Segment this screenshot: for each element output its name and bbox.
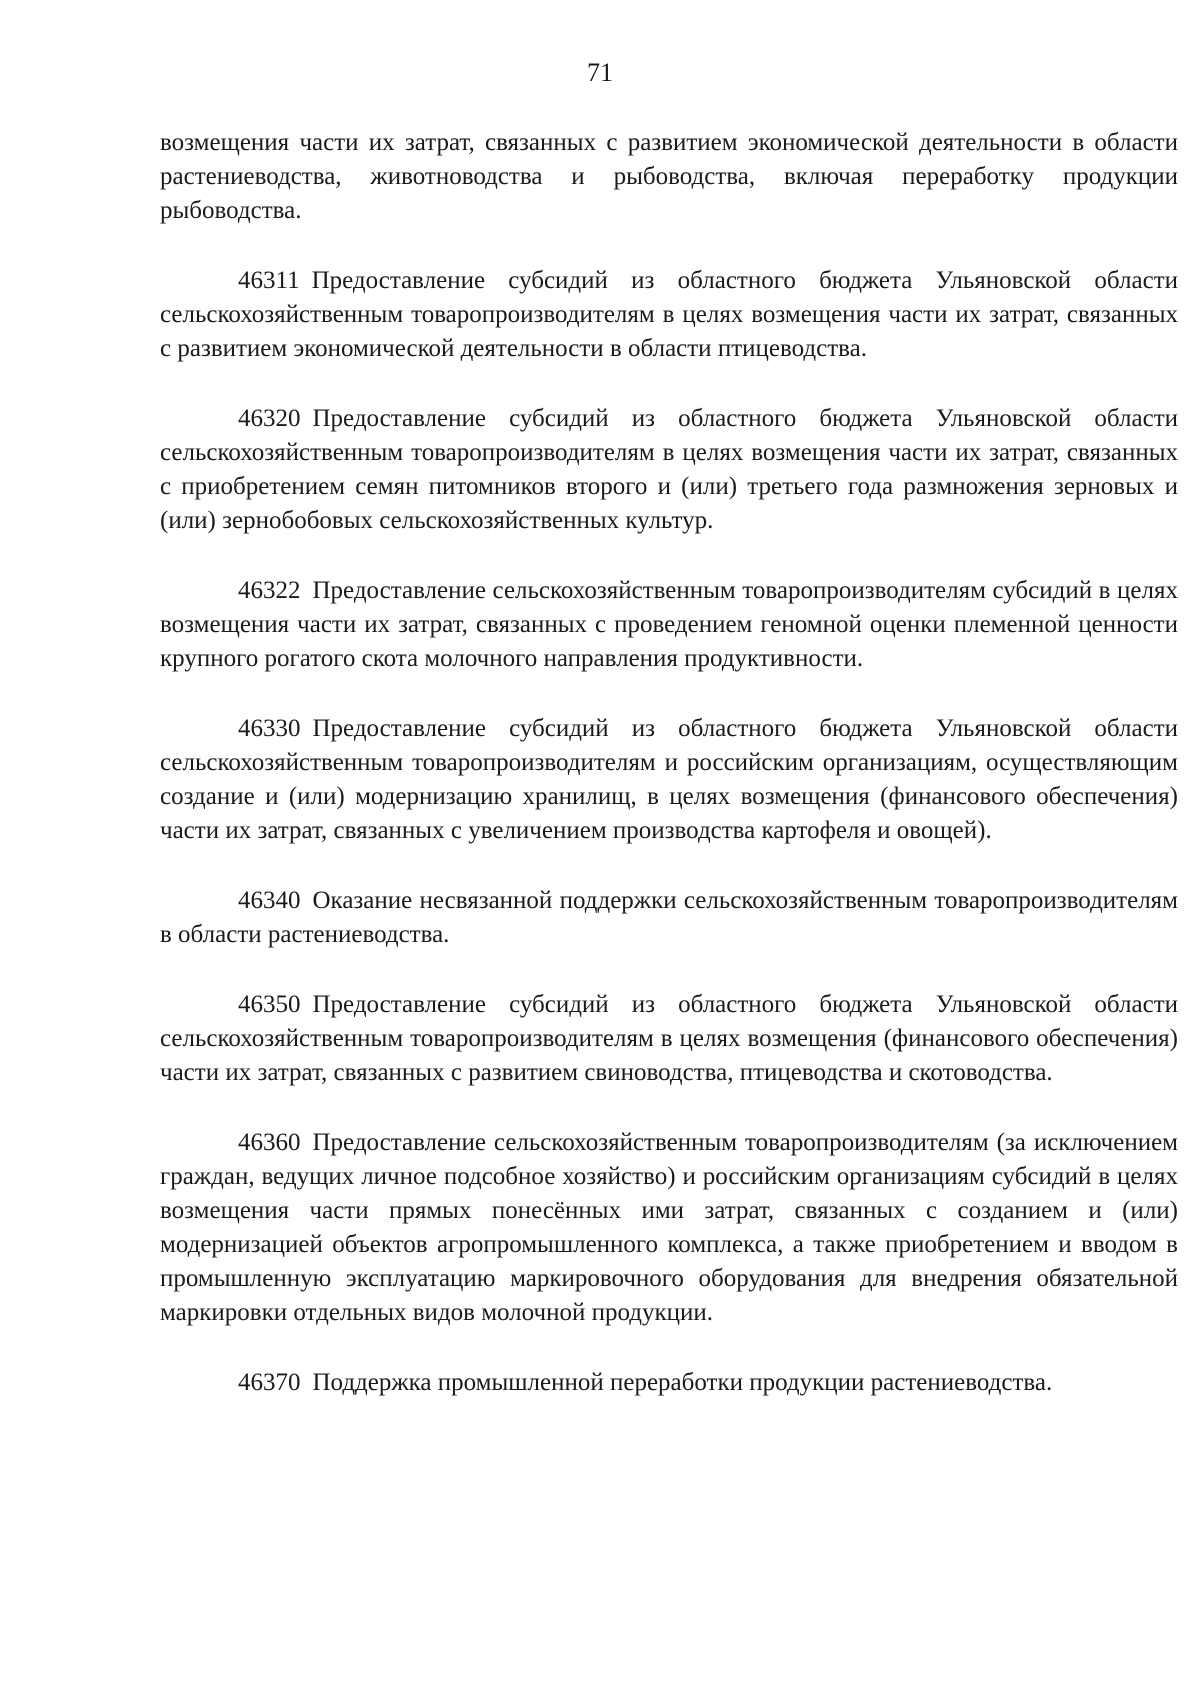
paragraph-text: возмещения части их затрат, связанных с развитием экономической деятельности в области растениеводства, животноводства и рыбоводства, включая переработку продукции рыбоводства. (160, 129, 1178, 224)
paragraph-46330 (160, 712, 1178, 848)
document-body (160, 126, 1178, 1436)
paragraph-46320 (160, 402, 1178, 538)
paragraph-text: Оказание несвязанной поддержки сельскохозяйственным товаропроизводителям в области растениеводства. (160, 887, 1178, 948)
paragraph-46370 (160, 1366, 1178, 1400)
paragraph-46340 (160, 884, 1178, 952)
paragraph-code: 46350 (238, 991, 301, 1018)
paragraph-text: Предоставление субсидий из областного бюджета Ульяновской области сельскохозяйственным товаропроизводителям в целях возмещения части их затрат, связанных с развитием экономической деятельности в области птицеводства. (160, 267, 1178, 362)
paragraph-code: 46330 (238, 715, 301, 742)
paragraph-code: 46370 (238, 1369, 301, 1396)
paragraph-continuation (160, 126, 1178, 228)
paragraph-code: 46322 (238, 577, 301, 604)
paragraph-text: Предоставление сельскохозяйственным товаропроизводителям субсидий в целях возмещения части их затрат, связанных с проведением геномной оценки племенной ценности крупного рогатого скота молочного направления продуктивности. (160, 577, 1178, 672)
paragraph-46311 (160, 264, 1178, 366)
paragraph-code: 46340 (238, 887, 301, 914)
paragraph-46322 (160, 574, 1178, 676)
page-number: 71 (587, 58, 613, 87)
paragraph-text: Предоставление субсидий из областного бюджета Ульяновской области сельскохозяйственным товаропроизводителям и российским организациям, осуществляющим создание и (или) модернизацию хранилищ, в целях возмещения (финансового обеспечения) части их затрат, связанных с увеличением производства картофеля и овощей). (160, 715, 1178, 844)
paragraph-code: 46311 (238, 267, 300, 294)
paragraph-46360 (160, 1126, 1178, 1330)
paragraph-code: 46360 (238, 1129, 301, 1156)
paragraph-text: Предоставление субсидий из областного бюджета Ульяновской области сельскохозяйственным товаропроизводителям в целях возмещения (финансового обеспечения) части их затрат, связанных с развитием свиноводства, птицеводства и скотоводства. (160, 991, 1178, 1086)
paragraph-text: Предоставление сельскохозяйственным товаропроизводителям (за исключением граждан, ведущих личное подсобное хозяйство) и российским организациям субсидий в целях возмещения части прямых понесённых ими затрат, связанных с созданием и (или) модернизацией объектов агропромышленного комплекса, а также приобретением и вводом в промышленную эксплуатацию маркировочного оборудования для внедрения обязательной маркировки отдельных видов молочной продукции. (160, 1129, 1178, 1326)
paragraph-text: Предоставление субсидий из областного бюджета Ульяновской области сельскохозяйственным товаропроизводителям в целях возмещения части их затрат, связанных с приобретением семян питомников второго и (или) третьего года размножения зерновых и (или) зернобобовых сельскохозяйственных культур. (160, 405, 1178, 534)
paragraph-text: Поддержка промышленной переработки продукции растениеводства. (312, 1369, 1053, 1396)
paragraph-46350 (160, 988, 1178, 1090)
paragraph-code: 46320 (238, 405, 301, 432)
